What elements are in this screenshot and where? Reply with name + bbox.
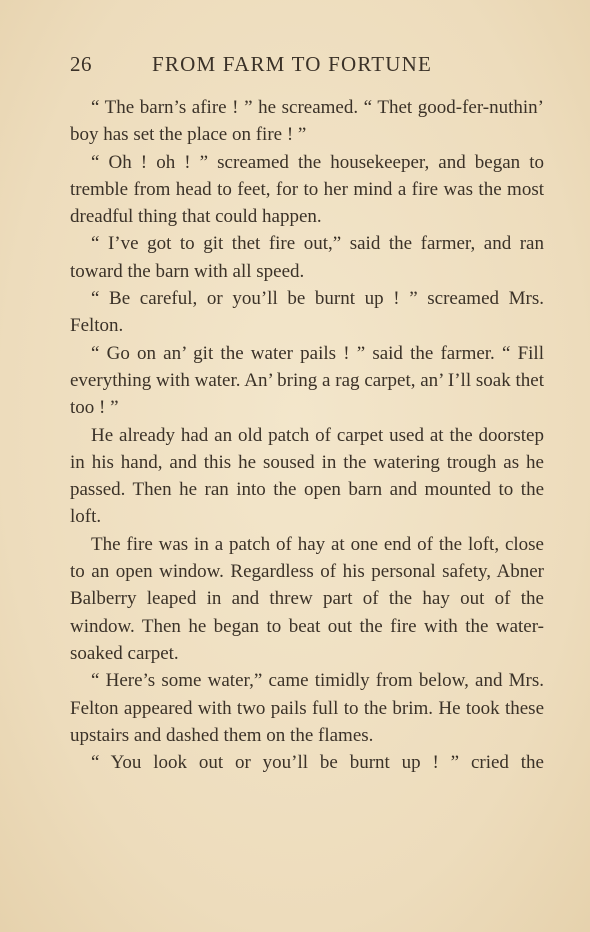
running-title: FROM FARM TO FORTUNE: [152, 52, 433, 76]
paragraph: The fire was in a patch of hay at one end of the loft, close to an open window. Regardless of his personal safety, Abner Balberry leaped in and threw part of the hay out of the window. Then he began to beat out the fire with the water-soaked carpet.: [70, 533, 544, 664]
page-header: [70, 52, 544, 80]
paragraph: “ Be careful, or you’ll be burnt up ! ” screamed Mrs. Felton.: [70, 288, 544, 337]
paragraph: “ I’ve got to git thet fire out,” said the farmer, and ran toward the barn with all speed.: [70, 233, 544, 282]
page-number: 26: [70, 52, 92, 76]
paragraph: “ The barn’s afire ! ” he screamed. “ Thet good-fer-nuthin’ boy has set the place on fire ! ”: [70, 97, 544, 146]
paragraph: “ You look out or you’ll be burnt up ! ” cried the: [91, 752, 544, 774]
paragraph: “ Oh ! oh ! ” screamed the housekeeper, and began to tremble from head to feet, for to her mind a fire was the most dreadful thing that could happen.: [70, 151, 544, 228]
paragraph: He already had an old patch of carpet used at the doorstep in his hand, and this he soused in the watering trough as he passed. Then he ran into the open barn and mounted to the loft.: [70, 424, 544, 528]
body-text: [70, 94, 544, 776]
paragraph: “ Go on an’ git the water pails ! ” said the farmer. “ Fill everything with water. An’ bring a rag carpet, an’ I’ll soak thet too ! ”: [70, 342, 544, 419]
paragraph: “ Here’s some water,” came timidly from below, and Mrs. Felton appeared with two pails full to the brim. He took these upstairs and dashed them on the flames.: [70, 670, 544, 746]
